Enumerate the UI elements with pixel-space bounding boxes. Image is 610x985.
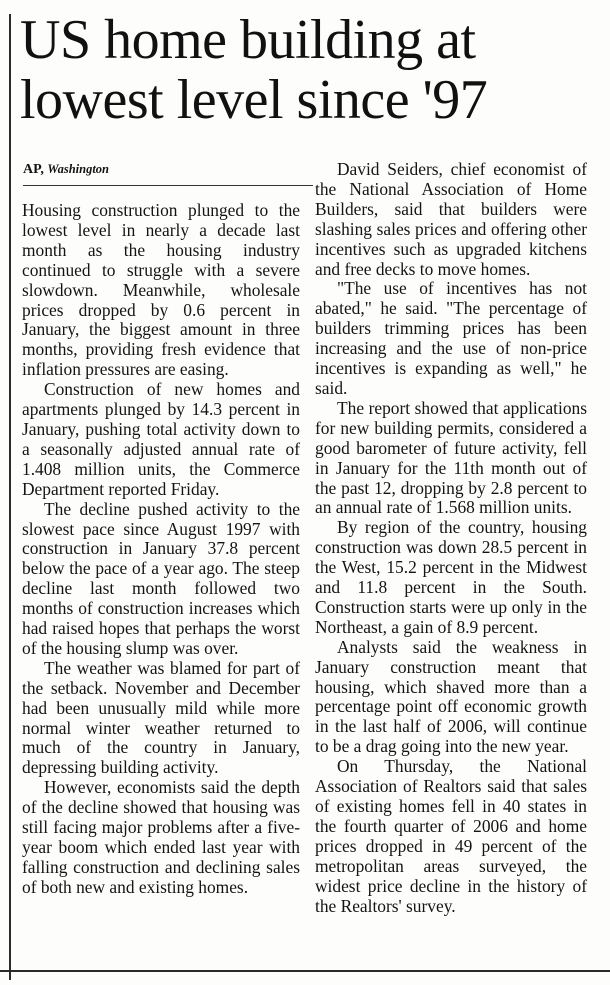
paragraph: "The use of incentives has not abated," he said. "The percentage of builders trimming prices has been increasing and the use of non-price incentives is expanding as well," he said. (315, 278, 587, 398)
left-column-rule (9, 14, 11, 980)
left-column (22, 160, 300, 898)
headline-line-1: US home building at (20, 9, 476, 71)
byline-city: Washington (47, 162, 109, 176)
paragraph: However, economists said the depth of the decline showed that housing was still facing major problems after a five-year boom which ended last year with falling construction and declining sales of both new and existing homes. (22, 777, 300, 897)
paragraph: On Thursday, the National Association of Realtors said that sales of existing homes fell in 40 states in the fourth quarter of 2006 and home prices dropped in 49 percent of the metropolitan areas surveyed, the widest price decline in the history of the Realtors' survey. (315, 756, 587, 916)
right-column (315, 160, 587, 916)
paragraph: Housing construction plunged to the lowest level in nearly a decade last month as the housing industry continued to struggle with a severe slowdown. Meanwhile, wholesale prices dropped by 0.6 percent in January, the biggest amount in three months, providing fresh evidence that inflation pressures are easing. (22, 200, 300, 380)
headline (20, 10, 605, 130)
paragraph: David Seiders, chief economist of the National Association of Home Builders, said that builders were slashing sales prices and offering other incentives such as upgraded kitchens and free decks to move homes. (315, 159, 587, 279)
paragraph: The report showed that applications for new building permits, considered a good barometer of future activity, fell in January for the 11th month out of the past 12, dropping by 2.8 percent to an annual rate of 1.568 million units. (315, 397, 587, 518)
bottom-rule (0, 970, 610, 972)
paragraph: By region of the country, housing construction was down 28.5 percent in the West, 15.2 percent in the Midwest and 11.8 percent in the South. Construction starts were up only in the Northeast, a gain of 8.9 percent. (315, 517, 587, 637)
headline-line-2: lowest level since '97 (20, 69, 488, 131)
dateline (23, 160, 313, 186)
paragraph: The decline pushed activity to the slowest pace since August 1997 with construction in January 37.8 percent below the pace of a year ago. The steep decline last month followed two months of construction increases which had raised hopes that perhaps the worst of the housing slump was over. (22, 498, 300, 658)
paragraph: The weather was blamed for part of the setback. November and December had been unusually mild while more normal winter weather returned to much of the country in January, depressing building activity. (22, 657, 300, 778)
paragraph: Construction of new homes and apartments plunged by 14.3 percent in January, pushing total activity down to a seasonally adjusted annual rate of 1.408 million units, the Commerce Department reported Friday. (22, 379, 300, 499)
byline-agency: AP, (23, 162, 44, 177)
paragraph: Analysts said the weakness in January construction meant that housing, which shaved more than a percentage point off economic growth in the last half of 2006, will continue to be a drag going into the new year. (315, 636, 587, 757)
